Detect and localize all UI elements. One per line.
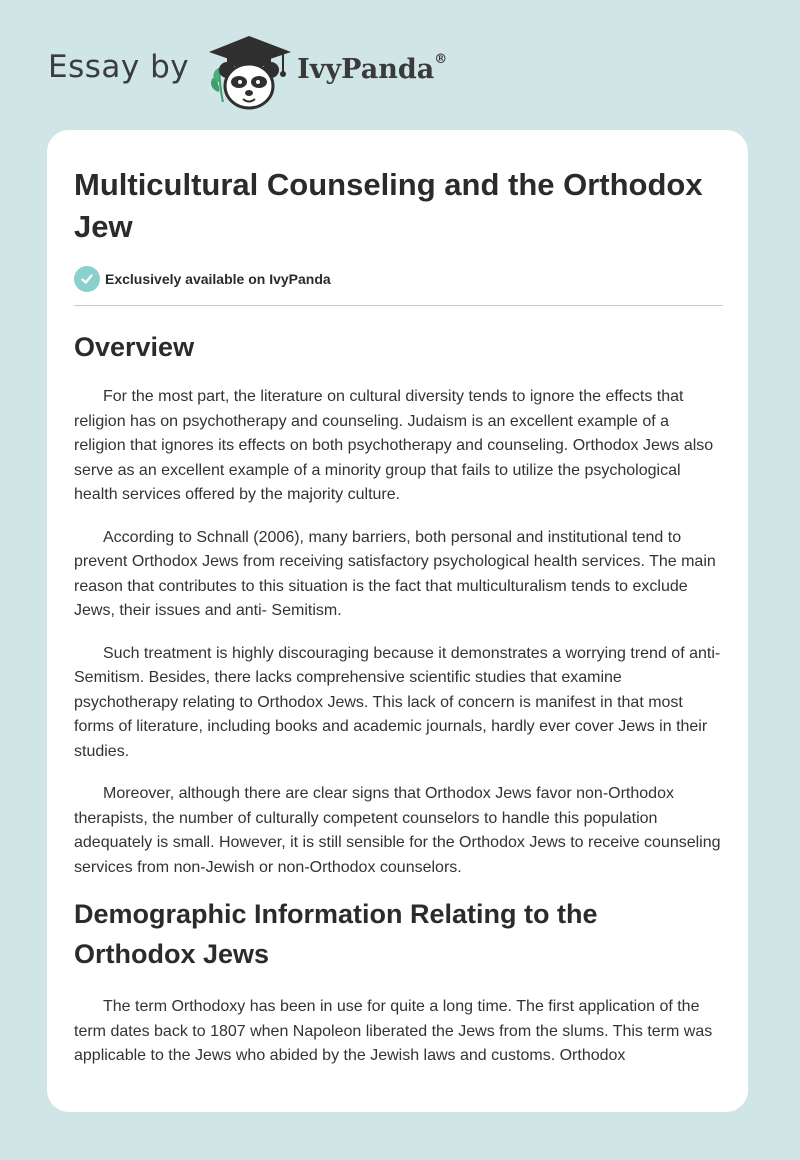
brand-name[interactable] xyxy=(297,51,448,85)
brand-label: IvyPanda xyxy=(297,53,435,85)
paragraph: Moreover, although there are clear signs that Orthodox Jews favor non-Orthodox therapists, the number of culturally competent counselors to handle this population adequately is small. However, it is still sensible for the Orthodox Jews to receive counseling services from non-Jewish or non-Orthodox counselors. xyxy=(74,785,721,876)
page-title: Multicultural Counseling and the Orthodox Jew xyxy=(74,167,703,244)
exclusive-badge-label: Exclusively available on IvyPanda xyxy=(105,271,331,287)
essay-content xyxy=(74,164,724,1069)
exclusive-badge xyxy=(74,266,724,292)
paragraph: Such treatment is highly discouraging because it demonstrates a worrying trend of anti- Semitism. Besides, there lacks comprehensive scientific studies that examine psychotherapy relating to Orthodox Jews. This lack of concern is manifest in that most forms of literature, including books and academic journals, hardly ever cover Jews in their studies. xyxy=(74,644,721,760)
check-circle-icon xyxy=(74,266,100,292)
registered-mark: ® xyxy=(434,51,448,67)
paragraph: The term Orthodoxy has been in use for quite a long time. The first application of the term dates back to 1807 when Napoleon liberated the Jews from the slums. This term was applicable to the Jews who abided by the Jewish laws and customs. Orthodox xyxy=(74,998,713,1064)
essay-card xyxy=(47,130,748,1112)
site-header xyxy=(48,32,447,112)
section-heading-overview: Overview xyxy=(74,332,195,362)
paragraph: For the most part, the literature on cultural diversity tends to ignore the effects that religion has on psychotherapy and counseling. Judaism is an excellent example of a religion that ignores its effects on both psychotherapy and counseling. Orthodox Jews also serve as an excellent example of a minority group that fails to utilize the psychological health services offered by the majority culture. xyxy=(74,388,714,503)
panda-logo-icon[interactable] xyxy=(203,32,295,112)
paragraph: According to Schnall (2006), many barriers, both personal and institutional tend to prevent Orthodox Jews from receiving satisfactory psychological health services. The main reason that contributes to this situation is the fact that multiculturalism tends to exclude Jews, their issues and anti- Semitism. xyxy=(74,528,716,619)
divider xyxy=(74,305,723,306)
section-heading-demographics: Demographic Information Relating to the Orthodox Jews xyxy=(74,899,598,969)
essay-by-label: Essay by xyxy=(48,49,190,85)
